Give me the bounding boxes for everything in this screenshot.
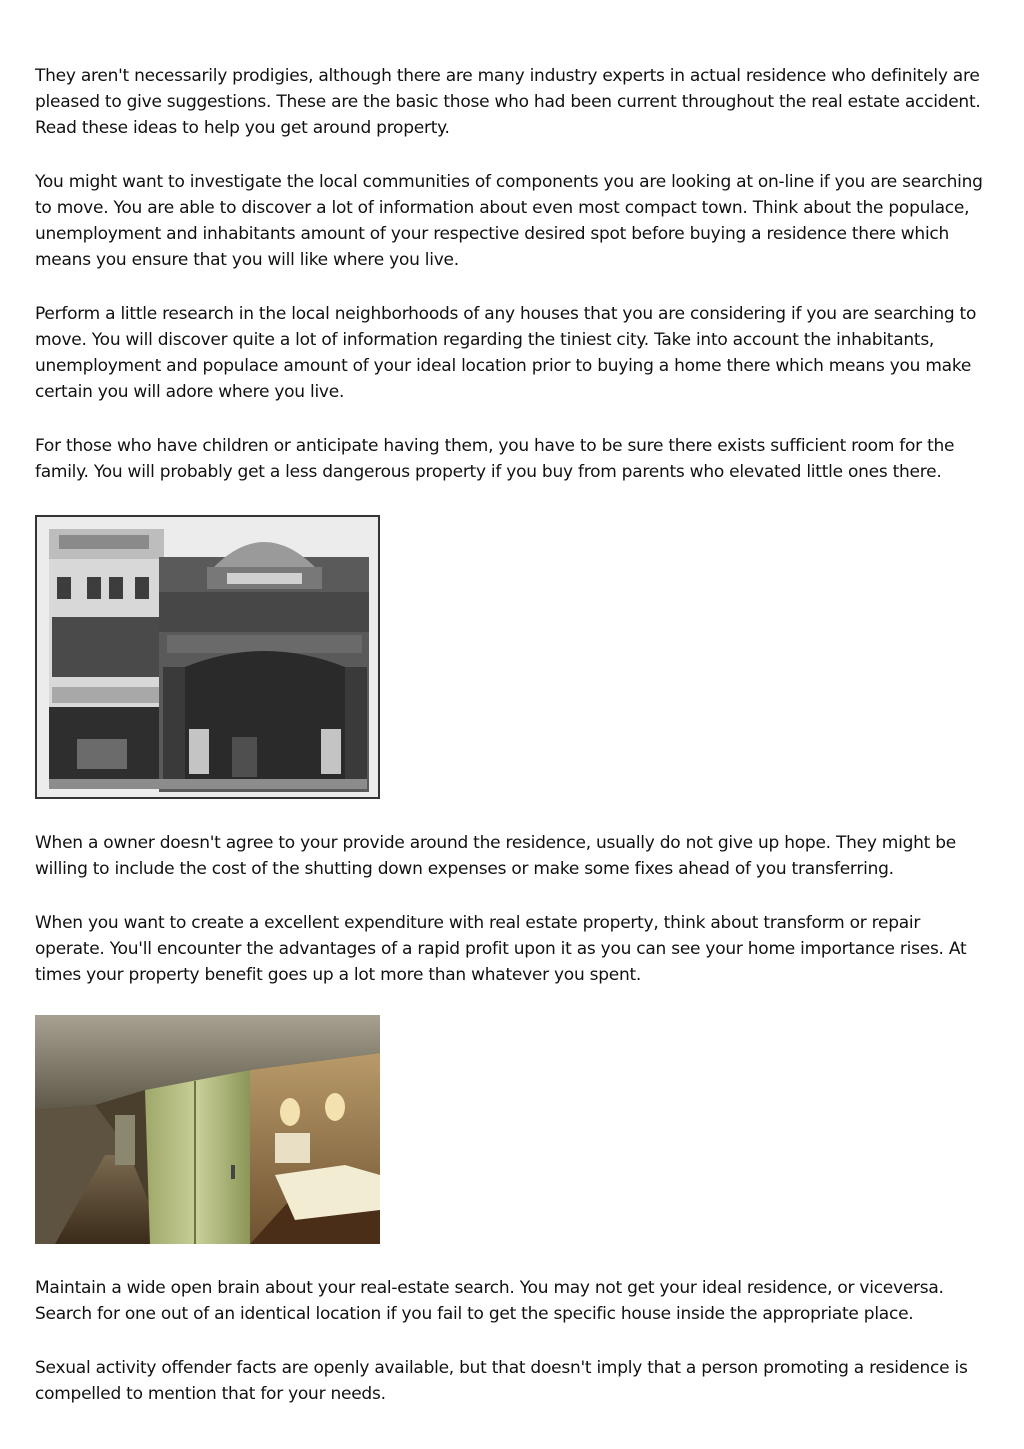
paragraph-6: When you want to create a excellent expenditure with real estate property, think about transform or repair operate. You'll encounter the advantages of a rapid profit upon it as you can see your home importance rises. At times your property benefit goes up a lot more than whatever you spent. [35, 913, 967, 985]
article-body [35, 63, 990, 1407]
paragraph-3: Perform a little research in the local neighborhoods of any houses that you are considering if you are searching to move. You will discover quite a lot of information regarding the tiniest city. Take into account the inhabitants, unemployment and populace amount of your ideal location prior to buying a home there which means you make certain you will adore where you live. [35, 304, 977, 402]
paragraph-7: Maintain a wide open brain about your real-estate search. You may not get your ideal residence, or viceversa. Search for one out of an identical location if you fail to get the specific house inside the appropriate place. [35, 1278, 944, 1324]
paragraph-5: When a owner doesn't agree to your provide around the residence, usually do not give up hope. They might be willing to include the cost of the shutting down expenses or make some fixes ahead of you transferring. [35, 833, 956, 879]
paragraph-8: Sexual activity offender facts are openly available, but that doesn't imply that a person promoting a residence is compelled to mention that for your needs. [35, 1358, 968, 1404]
paragraph-1: They aren't necessarily prodigies, although there are many industry experts in actual residence who definitely are pleased to give suggestions. These are the basic those who had been current throughout the real estate accident. Read these ideas to help you get around property. [35, 66, 981, 138]
theater-facade-photo [35, 515, 380, 799]
paragraph-4: For those who have children or anticipate having them, you have to be sure there exists sufficient room for the family. You will probably get a less dangerous property if you buy from parents who elevated little ones there. [35, 436, 955, 482]
spa-treatment-room-photo [35, 1015, 380, 1244]
paragraph-2: You might want to investigate the local communities of components you are looking at on-line if you are searching to move. You are able to discover a lot of information about even most compact town. Think about the populace, unemployment and inhabitants amount of your respective desired spot before buying a residence there which means you ensure that you will like where you live. [35, 172, 983, 270]
